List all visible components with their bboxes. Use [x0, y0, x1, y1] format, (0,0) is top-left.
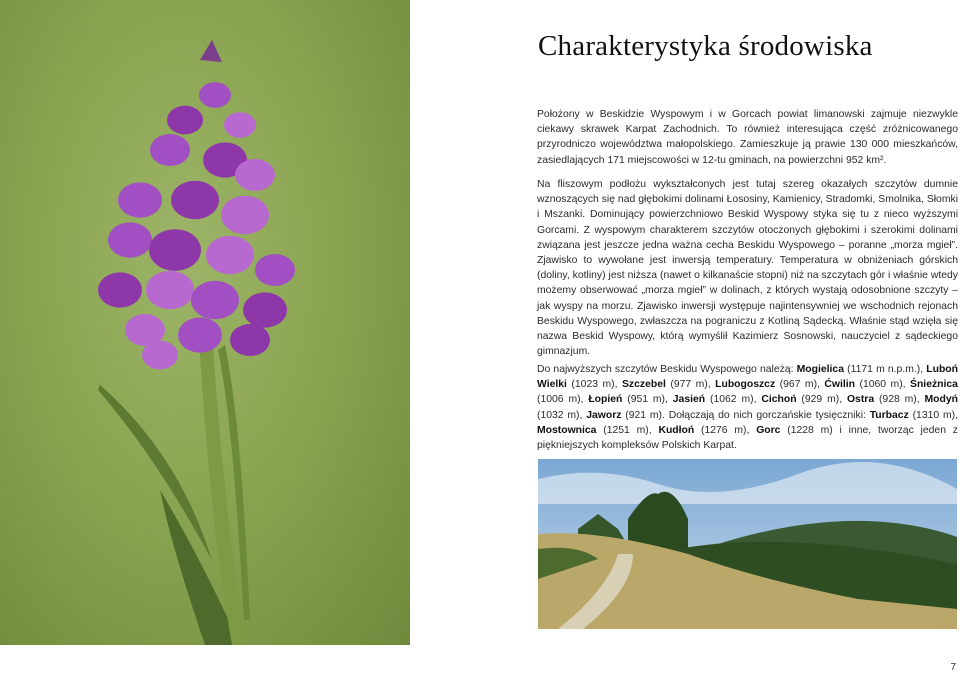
summit-height: (1032 m),: [537, 409, 587, 421]
summit-height: (1023 m),: [566, 379, 622, 391]
summit-name: Jaworz: [586, 409, 622, 421]
flower-spike: [98, 40, 295, 369]
summit-name: Ostra: [846, 394, 875, 406]
summit-name: Modyń: [924, 394, 958, 406]
orchid-flower: [206, 236, 254, 274]
orchid-flower: [167, 106, 203, 135]
leaf: [98, 385, 212, 560]
flower-bud: [200, 40, 222, 62]
summit-height: (921 m).: [621, 409, 669, 421]
gorce-summit-height: (1310 m),: [908, 409, 958, 421]
gorce-summit-name: Mostownica: [537, 424, 597, 436]
orchid-flower: [243, 292, 287, 327]
gorce-intro: Dołączają do nich gorczańskie tysięczniki:: [668, 409, 870, 421]
summit-height: (951 m),: [622, 394, 673, 406]
landscape-illustration: [538, 459, 957, 629]
mountain-landscape-photo: [538, 459, 957, 629]
orchid-flower: [191, 281, 239, 319]
orchid-flower: [230, 324, 270, 356]
paragraph-intro: Położony w Beskidzie Wyspowym i w Gorcach powiat limanowski zajmuje niezwykle ciekawy skrawek Karpat Zachodnich. To również interesująca część zróżnicowanego przyrodniczo województwa małopolskiego. Zamieszkuje ją prawie 130 000 mieszkańców, zasiedlających 171 miejscowości w 12-tu gminach, na powierzchni 952 km².: [537, 109, 958, 166]
orchid-flower: [108, 222, 152, 257]
summits-intro: Do najwyższych szczytów Beskidu Wyspowego należą:: [537, 364, 797, 375]
summit-name: Cichoń: [761, 394, 797, 406]
orchid-flower: [221, 196, 269, 234]
orchid-photo: [0, 0, 410, 645]
paragraph-summits: [537, 362, 958, 453]
summit-name: Łopień: [588, 394, 623, 406]
orchid-flower: [150, 134, 190, 166]
summit-name: Jasień: [672, 394, 706, 406]
summit-name: Śnieżnica: [910, 379, 958, 391]
summit-height: (929 m),: [796, 394, 847, 406]
summit-height: (1060 m),: [855, 379, 911, 391]
gorce-summit-name: Gorc: [756, 424, 781, 436]
gorce-summit-name: Turbacz: [869, 409, 909, 421]
summit-name: Mogielica: [796, 364, 844, 375]
orchid-flower: [142, 341, 178, 370]
summit-height: (1062 m),: [705, 394, 762, 406]
orchid-flower: [255, 254, 295, 286]
page-number: 7: [950, 662, 956, 673]
summit-height: (967 m),: [775, 379, 825, 391]
summit-name: Lubogoszcz: [715, 379, 776, 391]
gorce-summit-height: (1228 m): [780, 424, 840, 436]
orchid-flower: [178, 317, 222, 352]
summit-height: (928 m),: [874, 394, 925, 406]
summit-height: (1006 m),: [537, 394, 589, 406]
gorce-summit-height: (1276 m),: [694, 424, 757, 436]
summit-name: Szczebel: [621, 379, 666, 391]
summit-name: Luboń Wielki: [537, 364, 959, 391]
orchid-flower: [199, 82, 231, 108]
summit-name: Ćwilin: [824, 379, 855, 391]
orchid-flower: [98, 272, 142, 307]
page-title: Charakterystyka środowiska: [538, 30, 873, 62]
summits-outro: i inne, tworząc jeden z piękniejszych kompleksów Polskich Karpat.: [537, 424, 958, 452]
gorce-summit-name: Kudłoń: [658, 424, 695, 436]
orchid-flower: [224, 112, 256, 138]
summit-height: (1171 m n.p.m.),: [843, 364, 927, 375]
orchid-flower: [235, 159, 275, 191]
orchid-flower: [146, 271, 194, 309]
paragraph-geography: Na fliszowym podłożu wykształconych jest tutaj szereg okazałych szczytów dumnie wznoszących się nad głębokimi dolinami Łososiny, Kamienicy, Stradomki, Smolnika, Słomki i Mszanki. Dominujący powierzchniowo Beskid Wyspowy styka się tu z nieco wyższymi Gorcami. Z wyspowym charakterem szczytów otoczonych głębokimi i szerokimi dolinami związana jest jeszcze jedna ważna cecha Beskidu Wyspowego – poranne „morza mgieł”. Zjawisko to wywołane jest inwersją temperatury. Temperatura w obniżeniach górskich (doliny, kotliny) jest niższa (nawet o kilkanaście stopni) niż na szczytach gór i właśnie wtedy możemy obserwować „morza mgieł” w dolinach, z których wystają odosobnione szczyty – jak wyspy na morzu. Zjawisko inwersji występuje najintensywniej we wschodnich rejonach Beskidu Wyspowego, zwłaszcza na pograniczu z Kotliną Sądecką. Właśnie stąd wzięła się nazwa Beskid Wyspowy, którą wymyślił Kazimierz Sosnowski, nauczyciel z sądeckiego gimnazjum.: [537, 179, 958, 358]
gorce-summit-height: (1251 m),: [596, 424, 659, 436]
orchid-flower: [171, 181, 219, 219]
orchid-flower: [149, 229, 201, 271]
orchid-flower: [118, 182, 162, 217]
orchid-illustration: [0, 0, 410, 645]
summit-height: (977 m),: [665, 379, 716, 391]
